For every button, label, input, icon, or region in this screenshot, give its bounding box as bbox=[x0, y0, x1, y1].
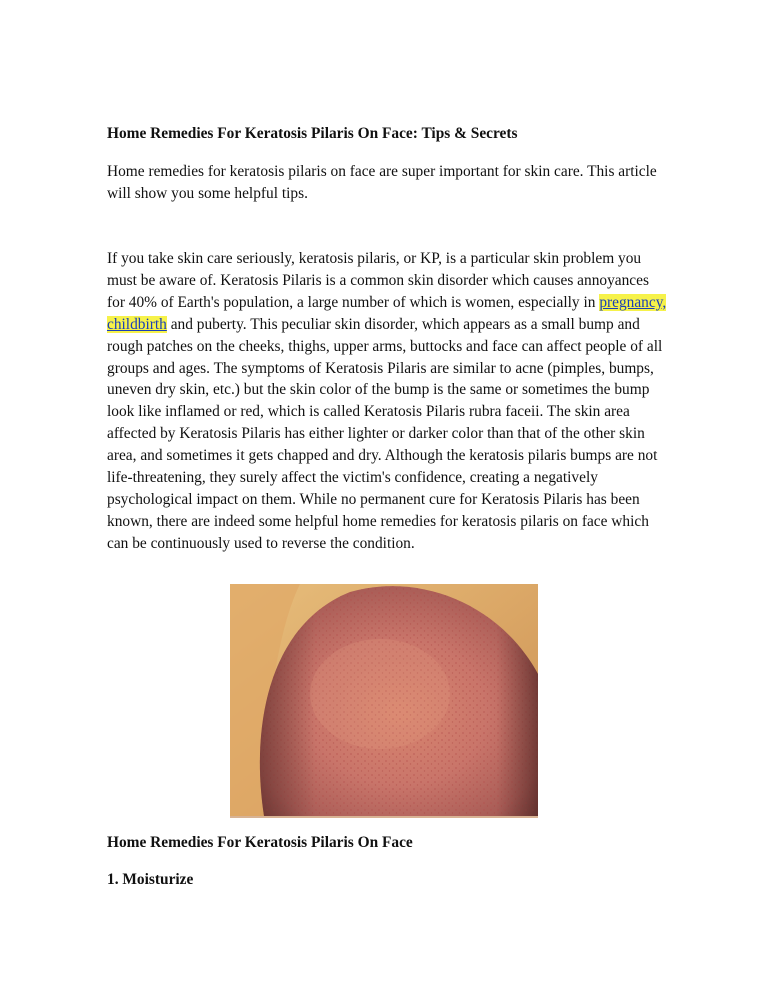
keratosis-pilaris-arm-photo bbox=[230, 584, 538, 818]
arm-photo-graphic bbox=[230, 584, 538, 816]
paragraph-text-after-link: and puberty. This peculiar skin disorder, which appears as a small bump and rough patches on the cheeks, thighs, upper arms, buttocks and face can affect people of all groups and ages. The symptoms of Keratosis Pilaris are similar to acne (pimples, bumps, uneven dry skin, etc.) but the skin color of the bump is the same or sometimes the bump look like inflamed or red, which is called Keratosis Pilaris rubra faceii. The skin area affected by Keratosis Pilaris has either lighter or darker color than that of the other skin area, and sometimes it gets chapped and dry. Although the keratosis pilaris bumps are not life-threatening, they surely affect the victim's confidence, creating a negatively psychological impact on them. While no permanent cure for Keratosis Pilaris has been known, there are indeed some helpful home remedies for keratosis pilaris on face which can be continuously used to reverse the condition. bbox=[107, 315, 663, 552]
intro-paragraph: Home remedies for keratosis pilaris on face are super important for skin care. This article will show you some helpful tips. bbox=[107, 163, 657, 202]
body-paragraph bbox=[107, 248, 667, 555]
moisturize-heading: 1. Moisturize bbox=[107, 871, 194, 888]
paragraph-text-before-link: If you take skin care seriously, keratosis pilaris, or KP, is a particular skin problem you must be aware of. Keratosis Pilaris is a common skin disorder which causes annoyances for 40% of Earth's population, a large number of which is women, especially in bbox=[107, 250, 649, 311]
section-heading: Home Remedies For Keratosis Pilaris On Face bbox=[107, 834, 413, 851]
pregnancy-childbirth-link[interactable]: pregnancy, childbirth bbox=[107, 293, 667, 333]
document-title: Home Remedies For Keratosis Pilaris On Face: Tips & Secrets bbox=[107, 125, 518, 142]
